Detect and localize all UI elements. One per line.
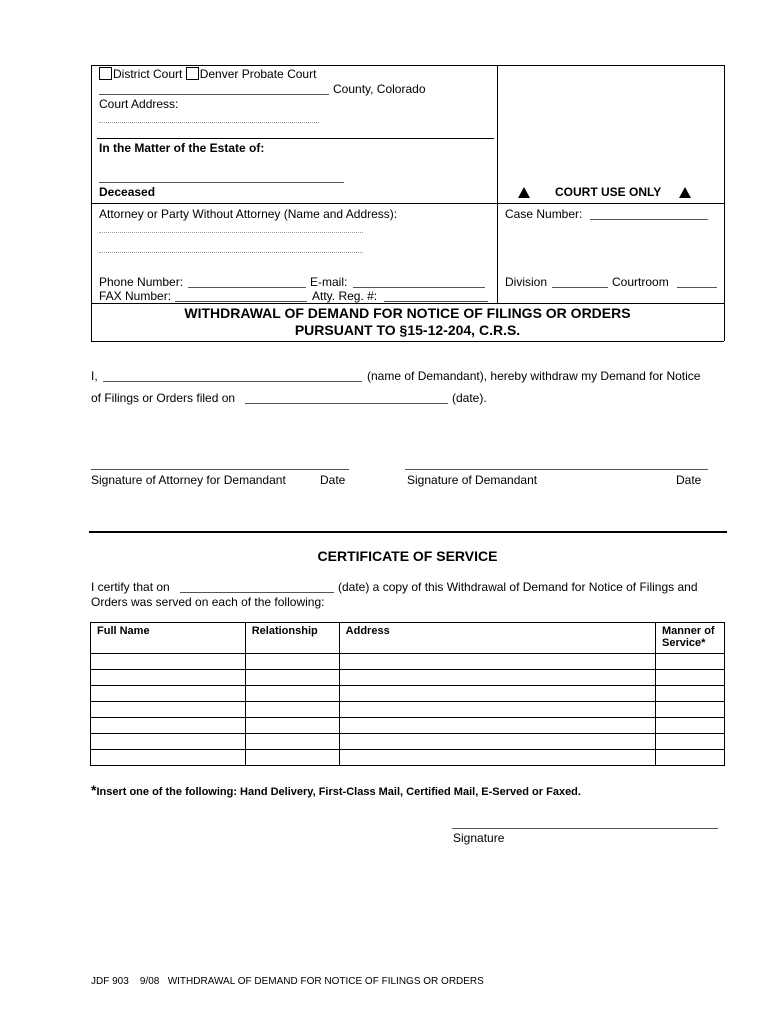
relationship-cell[interactable] (245, 686, 339, 702)
full-name-cell[interactable] (91, 750, 246, 766)
table-row (91, 718, 725, 734)
attorney-signature-line[interactable] (91, 469, 349, 470)
manner-cell[interactable] (656, 654, 725, 670)
attorney-label: Attorney or Party Without Attorney (Name and Address): (99, 207, 398, 221)
attorney-signature-label: Signature of Attorney for Demandant (91, 473, 286, 487)
fax-field[interactable] (175, 301, 307, 302)
relationship-cell[interactable] (245, 702, 339, 718)
manner-cell[interactable] (656, 734, 725, 750)
court-type-row (99, 67, 316, 81)
caption-bottom-border (91, 341, 724, 342)
fax-label: FAX Number: (99, 289, 172, 303)
body-i: I, (91, 369, 98, 383)
form-footer: JDF 903 9/08 WITHDRAWAL OF DEMAND FOR NOTICE OF FILINGS OR ORDERS (91, 976, 484, 987)
address-cell[interactable] (339, 670, 655, 686)
court-address-label: Court Address: (99, 97, 179, 111)
atty-reg-label: Atty. Reg. #: (312, 289, 378, 303)
estate-name-field[interactable] (99, 182, 344, 183)
section-divider (89, 531, 727, 533)
attorney-address-field[interactable] (99, 252, 363, 253)
column-header-address: Address (339, 623, 655, 654)
service-table-header (91, 623, 725, 654)
atty-reg-field[interactable] (384, 301, 488, 302)
address-cell[interactable] (339, 702, 655, 718)
address-cell[interactable] (339, 654, 655, 670)
address-cell[interactable] (339, 718, 655, 734)
county-label: County, Colorado (333, 82, 426, 96)
caption-divider (497, 65, 498, 303)
courtroom-field[interactable] (677, 287, 717, 288)
caption-top-border (91, 65, 724, 66)
full-name-cell[interactable] (91, 718, 246, 734)
certify-suffix: (date) a copy of this Withdrawal of Demand for Notice of Filings and (338, 580, 698, 594)
footnote-star: * (91, 782, 97, 798)
district-court-checkbox[interactable] (99, 67, 112, 80)
footnote (91, 783, 581, 799)
full-name-cell[interactable] (91, 702, 246, 718)
certificate-heading: CERTIFICATE OF SERVICE (317, 548, 498, 564)
table-row (91, 654, 725, 670)
certify-prefix: I certify that on (91, 580, 170, 594)
table-row (91, 670, 725, 686)
server-signature-label: Signature (453, 831, 505, 845)
column-header-manner: Manner of Service* (656, 623, 725, 654)
service-date-field[interactable] (180, 592, 334, 593)
manner-cell[interactable] (656, 686, 725, 702)
full-name-cell[interactable] (91, 734, 246, 750)
relationship-cell[interactable] (245, 734, 339, 750)
phone-field[interactable] (188, 287, 306, 288)
footnote-text: Insert one of the following: Hand Delivery, First-Class Mail, Certified Mail, E-Served or Faxed. (96, 786, 581, 798)
filed-date-field[interactable] (245, 403, 448, 404)
court-use-only-label: COURT USE ONLY (555, 185, 662, 199)
email-label: E-mail: (310, 275, 348, 289)
relationship-cell[interactable] (245, 718, 339, 734)
denver-probate-checkbox[interactable] (186, 67, 199, 80)
courtroom-label: Courtroom (612, 275, 669, 289)
denver-probate-label: Denver Probate Court (199, 67, 317, 81)
phone-label: Phone Number: (99, 275, 184, 289)
district-court-label: District Court (113, 67, 183, 81)
deceased-label: Deceased (99, 185, 156, 199)
county-field[interactable] (99, 94, 329, 95)
arrow-up-icon-left (518, 187, 530, 198)
full-name-cell[interactable] (91, 686, 246, 702)
division-field[interactable] (552, 287, 608, 288)
certify-line-2: Orders was served on each of the following: (91, 595, 325, 609)
relationship-cell[interactable] (245, 654, 339, 670)
server-signature-line[interactable] (452, 828, 718, 829)
caption-right-border (724, 65, 725, 341)
body-date: (date). (452, 391, 487, 405)
division-label: Division (505, 275, 548, 289)
column-header-relationship: Relationship (245, 623, 339, 654)
demandant-date-label: Date (676, 473, 702, 487)
full-name-cell[interactable] (91, 654, 246, 670)
caption-row-border (91, 203, 724, 204)
matter-rule (97, 138, 494, 139)
relationship-cell[interactable] (245, 750, 339, 766)
table-row (91, 750, 725, 766)
manner-cell[interactable] (656, 750, 725, 766)
address-cell[interactable] (339, 750, 655, 766)
attorney-date-label: Date (320, 473, 346, 487)
service-table (90, 622, 725, 766)
table-row (91, 702, 725, 718)
table-row (91, 734, 725, 750)
address-cell[interactable] (339, 734, 655, 750)
demandant-signature-line[interactable] (405, 469, 708, 470)
body-filed-on: of Filings or Orders filed on (91, 391, 236, 405)
demandant-signature-label: Signature of Demandant (407, 473, 538, 487)
arrow-up-icon-right (679, 187, 691, 198)
manner-cell[interactable] (656, 718, 725, 734)
case-number-label: Case Number: (505, 207, 583, 221)
table-row (91, 686, 725, 702)
document-title (91, 305, 724, 339)
address-cell[interactable] (339, 686, 655, 702)
demandant-name-field[interactable] (103, 381, 362, 382)
title-line-1: WITHDRAWAL OF DEMAND FOR NOTICE OF FILINGS OR ORDERS (184, 305, 631, 321)
relationship-cell[interactable] (245, 670, 339, 686)
case-number-field[interactable] (590, 219, 708, 220)
caption-title-top-border (91, 303, 724, 304)
full-name-cell[interactable] (91, 670, 246, 686)
column-header-full-name: Full Name (91, 623, 246, 654)
body-name-of-demandant: (name of Demandant), hereby withdraw my Demand for Notice (367, 369, 701, 383)
manner-cell[interactable] (656, 702, 725, 718)
court-address-field[interactable] (99, 122, 319, 123)
title-line-2: PURSUANT TO §15-12-204, C.R.S. (294, 322, 521, 338)
manner-cell[interactable] (656, 670, 725, 686)
attorney-name-field[interactable] (99, 232, 363, 233)
email-field[interactable] (353, 287, 485, 288)
matter-label: In the Matter of the Estate of: (99, 141, 265, 155)
